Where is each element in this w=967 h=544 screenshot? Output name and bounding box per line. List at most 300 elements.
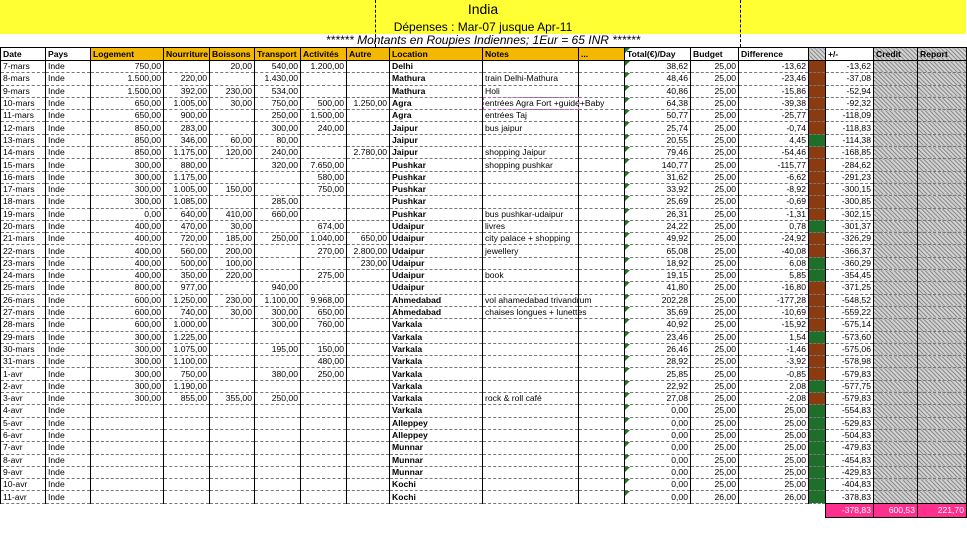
cell[interactable]: Inde: [46, 319, 91, 331]
cell[interactable]: [579, 380, 625, 392]
cell[interactable]: 750,00: [91, 61, 164, 73]
cell[interactable]: 470,00: [164, 220, 210, 232]
cell[interactable]: [347, 122, 390, 134]
cell[interactable]: [347, 442, 390, 454]
cell[interactable]: 850,00: [91, 134, 164, 146]
cell[interactable]: 18-mars: [1, 196, 46, 208]
cell[interactable]: [301, 380, 347, 392]
cell[interactable]: [347, 429, 390, 441]
cell[interactable]: -404,83: [826, 479, 874, 491]
cell[interactable]: 300,00: [91, 159, 164, 171]
cell[interactable]: -579,83: [826, 393, 874, 405]
cell[interactable]: [91, 466, 164, 478]
cell[interactable]: [210, 196, 255, 208]
cell[interactable]: [210, 122, 255, 134]
cell[interactable]: [483, 183, 579, 195]
cell[interactable]: [874, 331, 918, 343]
cell[interactable]: [874, 85, 918, 97]
cell[interactable]: 26,00: [691, 491, 739, 503]
status-swatch[interactable]: [809, 405, 826, 417]
cell[interactable]: 150,00: [210, 183, 255, 195]
cell[interactable]: -301,37: [826, 220, 874, 232]
cell[interactable]: -2,08: [739, 393, 809, 405]
cell[interactable]: 977,00: [164, 282, 210, 294]
cell[interactable]: Inde: [46, 183, 91, 195]
cell[interactable]: [210, 380, 255, 392]
cell[interactable]: [347, 454, 390, 466]
cell[interactable]: Agra: [390, 110, 483, 122]
cell[interactable]: [301, 196, 347, 208]
header-cell[interactable]: Logement: [91, 48, 164, 61]
cell[interactable]: [347, 134, 390, 146]
cell[interactable]: 350,00: [164, 270, 210, 282]
cell[interactable]: [579, 110, 625, 122]
cell[interactable]: [301, 393, 347, 405]
cell[interactable]: 25,00: [691, 233, 739, 245]
cell[interactable]: 25,00: [691, 479, 739, 491]
cell[interactable]: 1.430,00: [255, 73, 301, 85]
cell[interactable]: [579, 73, 625, 85]
cell[interactable]: Varkala: [390, 319, 483, 331]
status-swatch[interactable]: [809, 147, 826, 159]
cell[interactable]: [301, 147, 347, 159]
cell[interactable]: 25,00: [691, 417, 739, 429]
cell[interactable]: [579, 356, 625, 368]
cell[interactable]: 1.005,00: [164, 97, 210, 109]
cell[interactable]: -284,62: [826, 159, 874, 171]
cell[interactable]: -0,69: [739, 196, 809, 208]
cell[interactable]: 25,00: [691, 466, 739, 478]
cell[interactable]: [918, 245, 967, 257]
cell[interactable]: 300,00: [91, 331, 164, 343]
cell[interactable]: Udaipur: [390, 257, 483, 269]
cell[interactable]: [210, 319, 255, 331]
cell[interactable]: Varkala: [390, 343, 483, 355]
status-swatch[interactable]: [809, 466, 826, 478]
status-swatch[interactable]: [809, 479, 826, 491]
status-swatch[interactable]: [809, 159, 826, 171]
cell[interactable]: Udaipur: [390, 245, 483, 257]
cell[interactable]: 410,00: [210, 208, 255, 220]
cell[interactable]: shopping Jaipur: [483, 147, 579, 159]
cell[interactable]: 0,00: [625, 442, 691, 454]
cell[interactable]: [91, 442, 164, 454]
cell[interactable]: 0,00: [625, 491, 691, 503]
status-swatch[interactable]: [809, 220, 826, 232]
cell[interactable]: 25,00: [691, 405, 739, 417]
cell[interactable]: [579, 417, 625, 429]
cell[interactable]: 400,00: [91, 257, 164, 269]
cell[interactable]: 240,00: [255, 147, 301, 159]
cell[interactable]: 660,00: [255, 208, 301, 220]
cell[interactable]: Inde: [46, 282, 91, 294]
cell[interactable]: 30-mars: [1, 343, 46, 355]
cell[interactable]: 23,46: [625, 331, 691, 343]
cell[interactable]: Inde: [46, 393, 91, 405]
cell[interactable]: [164, 466, 210, 478]
cell[interactable]: 855,00: [164, 393, 210, 405]
cell[interactable]: 200,00: [210, 245, 255, 257]
cell[interactable]: Pushkar: [390, 159, 483, 171]
cell[interactable]: [579, 368, 625, 380]
cell[interactable]: bus pushkar-udaipur: [483, 208, 579, 220]
cell[interactable]: [483, 331, 579, 343]
header-cell[interactable]: Credit: [874, 48, 918, 61]
cell[interactable]: [91, 429, 164, 441]
cell[interactable]: 1.000,00: [164, 319, 210, 331]
cell[interactable]: 29-mars: [1, 331, 46, 343]
cell[interactable]: 650,00: [301, 306, 347, 318]
header-cell[interactable]: Location: [390, 48, 483, 61]
cell[interactable]: [347, 61, 390, 73]
cell[interactable]: 40,86: [625, 85, 691, 97]
cell[interactable]: 13-mars: [1, 134, 46, 146]
cell[interactable]: 11-mars: [1, 110, 46, 122]
cell[interactable]: 500,00: [301, 97, 347, 109]
cell[interactable]: 674,00: [301, 220, 347, 232]
cell[interactable]: 250,00: [255, 110, 301, 122]
cell[interactable]: 25,00: [691, 270, 739, 282]
cell[interactable]: [874, 134, 918, 146]
cell[interactable]: [301, 454, 347, 466]
cell[interactable]: 750,00: [301, 183, 347, 195]
cell[interactable]: 1.175,00: [164, 171, 210, 183]
cell[interactable]: Inde: [46, 73, 91, 85]
cell[interactable]: [483, 454, 579, 466]
cell[interactable]: 79,46: [625, 147, 691, 159]
header-cell[interactable]: Nourriture: [164, 48, 210, 61]
cell[interactable]: 30,00: [210, 306, 255, 318]
cell[interactable]: 50,77: [625, 110, 691, 122]
header-cell[interactable]: Report: [918, 48, 967, 61]
cell[interactable]: [874, 257, 918, 269]
cell[interactable]: [301, 208, 347, 220]
cell[interactable]: [347, 208, 390, 220]
cell[interactable]: [164, 417, 210, 429]
status-swatch[interactable]: [809, 196, 826, 208]
cell[interactable]: 1,54: [739, 331, 809, 343]
cell[interactable]: 25,00: [739, 466, 809, 478]
cell[interactable]: 25,00: [691, 134, 739, 146]
cell[interactable]: [579, 331, 625, 343]
cell[interactable]: [483, 479, 579, 491]
status-swatch[interactable]: [809, 306, 826, 318]
cell[interactable]: 30,00: [210, 97, 255, 109]
cell[interactable]: [874, 110, 918, 122]
cell[interactable]: [483, 356, 579, 368]
status-swatch[interactable]: [809, 97, 826, 109]
cell[interactable]: [579, 171, 625, 183]
cell[interactable]: 1.040,00: [301, 233, 347, 245]
status-swatch[interactable]: [809, 183, 826, 195]
cell[interactable]: 800,00: [91, 282, 164, 294]
cell[interactable]: 300,00: [91, 196, 164, 208]
cell[interactable]: [918, 159, 967, 171]
cell[interactable]: [874, 245, 918, 257]
cell[interactable]: Inde: [46, 331, 91, 343]
cell[interactable]: [579, 85, 625, 97]
cell[interactable]: 230,00: [210, 85, 255, 97]
cell[interactable]: [918, 331, 967, 343]
cell[interactable]: 25,00: [691, 245, 739, 257]
cell[interactable]: 1.225,00: [164, 331, 210, 343]
cell[interactable]: 1.190,00: [164, 380, 210, 392]
cell[interactable]: -115,77: [739, 159, 809, 171]
header-cell[interactable]: Pays: [46, 48, 91, 61]
cell[interactable]: [91, 491, 164, 503]
cell[interactable]: 0,78: [739, 220, 809, 232]
cell[interactable]: [301, 134, 347, 146]
cell[interactable]: 4,45: [739, 134, 809, 146]
cell[interactable]: [918, 356, 967, 368]
cell[interactable]: 400,00: [91, 220, 164, 232]
cell[interactable]: [301, 466, 347, 478]
cell[interactable]: 250,00: [255, 393, 301, 405]
cell[interactable]: [210, 442, 255, 454]
cell[interactable]: Inde: [46, 208, 91, 220]
cell[interactable]: 25,00: [691, 85, 739, 97]
cell[interactable]: -92,32: [826, 97, 874, 109]
cell[interactable]: Inde: [46, 454, 91, 466]
cell[interactable]: 11-avr: [1, 491, 46, 503]
cell[interactable]: [347, 380, 390, 392]
cell[interactable]: -16,80: [739, 282, 809, 294]
cell[interactable]: 5-avr: [1, 417, 46, 429]
cell[interactable]: 38,62: [625, 61, 691, 73]
cell[interactable]: Mathura: [390, 85, 483, 97]
cell[interactable]: 25,00: [739, 405, 809, 417]
cell[interactable]: 48,46: [625, 73, 691, 85]
cell[interactable]: 300,00: [91, 368, 164, 380]
cell[interactable]: Varkala: [390, 356, 483, 368]
cell[interactable]: Inde: [46, 368, 91, 380]
cell[interactable]: 25,00: [739, 454, 809, 466]
cell[interactable]: [255, 466, 301, 478]
cell[interactable]: 392,00: [164, 85, 210, 97]
total-cell[interactable]: 221,70: [918, 503, 967, 517]
cell[interactable]: [301, 491, 347, 503]
cell[interactable]: 0,00: [625, 479, 691, 491]
cell[interactable]: -378,83: [826, 491, 874, 503]
cell[interactable]: [483, 196, 579, 208]
cell[interactable]: 1.500,00: [91, 73, 164, 85]
cell[interactable]: Inde: [46, 196, 91, 208]
cell[interactable]: Kochi: [390, 479, 483, 491]
cell[interactable]: 60,00: [210, 134, 255, 146]
cell[interactable]: [579, 122, 625, 134]
cell[interactable]: 300,00: [255, 306, 301, 318]
cell[interactable]: -0,85: [739, 368, 809, 380]
cell[interactable]: [874, 282, 918, 294]
cell[interactable]: [210, 454, 255, 466]
cell[interactable]: entrées Agra Fort +guide+Baby: [483, 97, 579, 109]
cell[interactable]: Ahmedabad: [390, 294, 483, 306]
cell[interactable]: [255, 479, 301, 491]
cell[interactable]: -8,92: [739, 183, 809, 195]
cell[interactable]: [255, 356, 301, 368]
cell[interactable]: Mathura: [390, 73, 483, 85]
cell[interactable]: 900,00: [164, 110, 210, 122]
cell[interactable]: 26,31: [625, 208, 691, 220]
cell[interactable]: 283,00: [164, 122, 210, 134]
cell[interactable]: [918, 294, 967, 306]
cell[interactable]: 18,92: [625, 257, 691, 269]
cell[interactable]: [483, 491, 579, 503]
cell[interactable]: [210, 368, 255, 380]
cell[interactable]: [874, 454, 918, 466]
cell[interactable]: [579, 491, 625, 503]
cell[interactable]: 25,00: [691, 294, 739, 306]
cell[interactable]: -575,14: [826, 319, 874, 331]
cell[interactable]: train Delhi-Mathura: [483, 73, 579, 85]
cell[interactable]: 1.500,00: [301, 110, 347, 122]
cell[interactable]: 6-avr: [1, 429, 46, 441]
status-swatch[interactable]: [809, 331, 826, 343]
cell[interactable]: [918, 282, 967, 294]
status-swatch[interactable]: [809, 122, 826, 134]
cell[interactable]: [255, 380, 301, 392]
cell[interactable]: 20-mars: [1, 220, 46, 232]
cell[interactable]: [918, 429, 967, 441]
cell[interactable]: -454,83: [826, 454, 874, 466]
cell[interactable]: [255, 405, 301, 417]
cell[interactable]: -578,98: [826, 356, 874, 368]
cell[interactable]: [918, 479, 967, 491]
cell[interactable]: [483, 282, 579, 294]
cell[interactable]: [874, 233, 918, 245]
cell[interactable]: [164, 61, 210, 73]
cell[interactable]: [918, 147, 967, 159]
cell[interactable]: [874, 343, 918, 355]
cell[interactable]: Inde: [46, 356, 91, 368]
cell[interactable]: [918, 270, 967, 282]
cell[interactable]: 22,92: [625, 380, 691, 392]
cell[interactable]: 24-mars: [1, 270, 46, 282]
cell[interactable]: book: [483, 270, 579, 282]
cell[interactable]: 25,00: [691, 171, 739, 183]
cell[interactable]: [874, 306, 918, 318]
cell[interactable]: 25,00: [739, 417, 809, 429]
cell[interactable]: Inde: [46, 147, 91, 159]
status-swatch[interactable]: [809, 417, 826, 429]
cell[interactable]: [874, 442, 918, 454]
cell[interactable]: [579, 134, 625, 146]
cell[interactable]: 540,00: [255, 61, 301, 73]
cell[interactable]: 230,00: [347, 257, 390, 269]
cell[interactable]: 30,00: [210, 220, 255, 232]
cell[interactable]: 8-avr: [1, 454, 46, 466]
cell[interactable]: 534,00: [255, 85, 301, 97]
cell[interactable]: 4-avr: [1, 405, 46, 417]
cell[interactable]: [874, 122, 918, 134]
cell[interactable]: -25,77: [739, 110, 809, 122]
cell[interactable]: [918, 171, 967, 183]
cell[interactable]: 25,00: [691, 147, 739, 159]
cell[interactable]: [347, 196, 390, 208]
cell[interactable]: 27-mars: [1, 306, 46, 318]
cell[interactable]: Inde: [46, 257, 91, 269]
header-cell[interactable]: [809, 48, 826, 61]
cell[interactable]: [483, 405, 579, 417]
cell[interactable]: 22-mars: [1, 245, 46, 257]
cell[interactable]: 760,00: [301, 319, 347, 331]
status-swatch[interactable]: [809, 257, 826, 269]
cell[interactable]: [301, 331, 347, 343]
cell[interactable]: [918, 73, 967, 85]
cell[interactable]: -118,09: [826, 110, 874, 122]
cell[interactable]: [255, 491, 301, 503]
cell[interactable]: [483, 368, 579, 380]
cell[interactable]: 100,00: [210, 257, 255, 269]
cell[interactable]: [918, 208, 967, 220]
cell[interactable]: 940,00: [255, 282, 301, 294]
cell[interactable]: Inde: [46, 306, 91, 318]
cell[interactable]: [483, 417, 579, 429]
cell[interactable]: 17-mars: [1, 183, 46, 195]
cell[interactable]: 25,00: [691, 282, 739, 294]
cell[interactable]: 26-mars: [1, 294, 46, 306]
cell[interactable]: -13,62: [739, 61, 809, 73]
status-swatch[interactable]: [809, 319, 826, 331]
cell[interactable]: 20,55: [625, 134, 691, 146]
cell[interactable]: 0,00: [625, 454, 691, 466]
cell[interactable]: -429,83: [826, 466, 874, 478]
cell[interactable]: 0,00: [625, 429, 691, 441]
cell[interactable]: [301, 73, 347, 85]
cell[interactable]: 0,00: [625, 466, 691, 478]
cell[interactable]: 285,00: [255, 196, 301, 208]
cell[interactable]: 580,00: [301, 171, 347, 183]
cell[interactable]: Inde: [46, 270, 91, 282]
cell[interactable]: [301, 417, 347, 429]
cell[interactable]: 650,00: [91, 110, 164, 122]
cell[interactable]: [874, 417, 918, 429]
cell[interactable]: 25,00: [691, 110, 739, 122]
header-cell[interactable]: Notes: [483, 48, 579, 61]
cell[interactable]: 25,00: [691, 61, 739, 73]
cell[interactable]: 740,00: [164, 306, 210, 318]
cell[interactable]: 31-mars: [1, 356, 46, 368]
cell[interactable]: Udaipur: [390, 282, 483, 294]
cell[interactable]: 12-mars: [1, 122, 46, 134]
status-swatch[interactable]: [809, 442, 826, 454]
cell[interactable]: 220,00: [164, 73, 210, 85]
cell[interactable]: 750,00: [255, 97, 301, 109]
cell[interactable]: [483, 319, 579, 331]
cell[interactable]: [579, 245, 625, 257]
cell[interactable]: [874, 356, 918, 368]
status-swatch[interactable]: [809, 368, 826, 380]
cell[interactable]: [347, 282, 390, 294]
status-swatch[interactable]: [809, 245, 826, 257]
cell[interactable]: -573,60: [826, 331, 874, 343]
cell[interactable]: 500,00: [164, 257, 210, 269]
header-cell[interactable]: +/-: [826, 48, 874, 61]
cell[interactable]: -39,38: [739, 97, 809, 109]
status-swatch[interactable]: [809, 134, 826, 146]
cell[interactable]: 9.968,00: [301, 294, 347, 306]
cell[interactable]: jewellery: [483, 245, 579, 257]
status-swatch[interactable]: [809, 208, 826, 220]
cell[interactable]: [301, 282, 347, 294]
cell[interactable]: 24,22: [625, 220, 691, 232]
cell[interactable]: 720,00: [164, 233, 210, 245]
cell[interactable]: [301, 257, 347, 269]
cell[interactable]: 25,00: [691, 319, 739, 331]
cell[interactable]: Inde: [46, 491, 91, 503]
header-cell[interactable]: Autre: [347, 48, 390, 61]
cell[interactable]: 25,00: [739, 442, 809, 454]
